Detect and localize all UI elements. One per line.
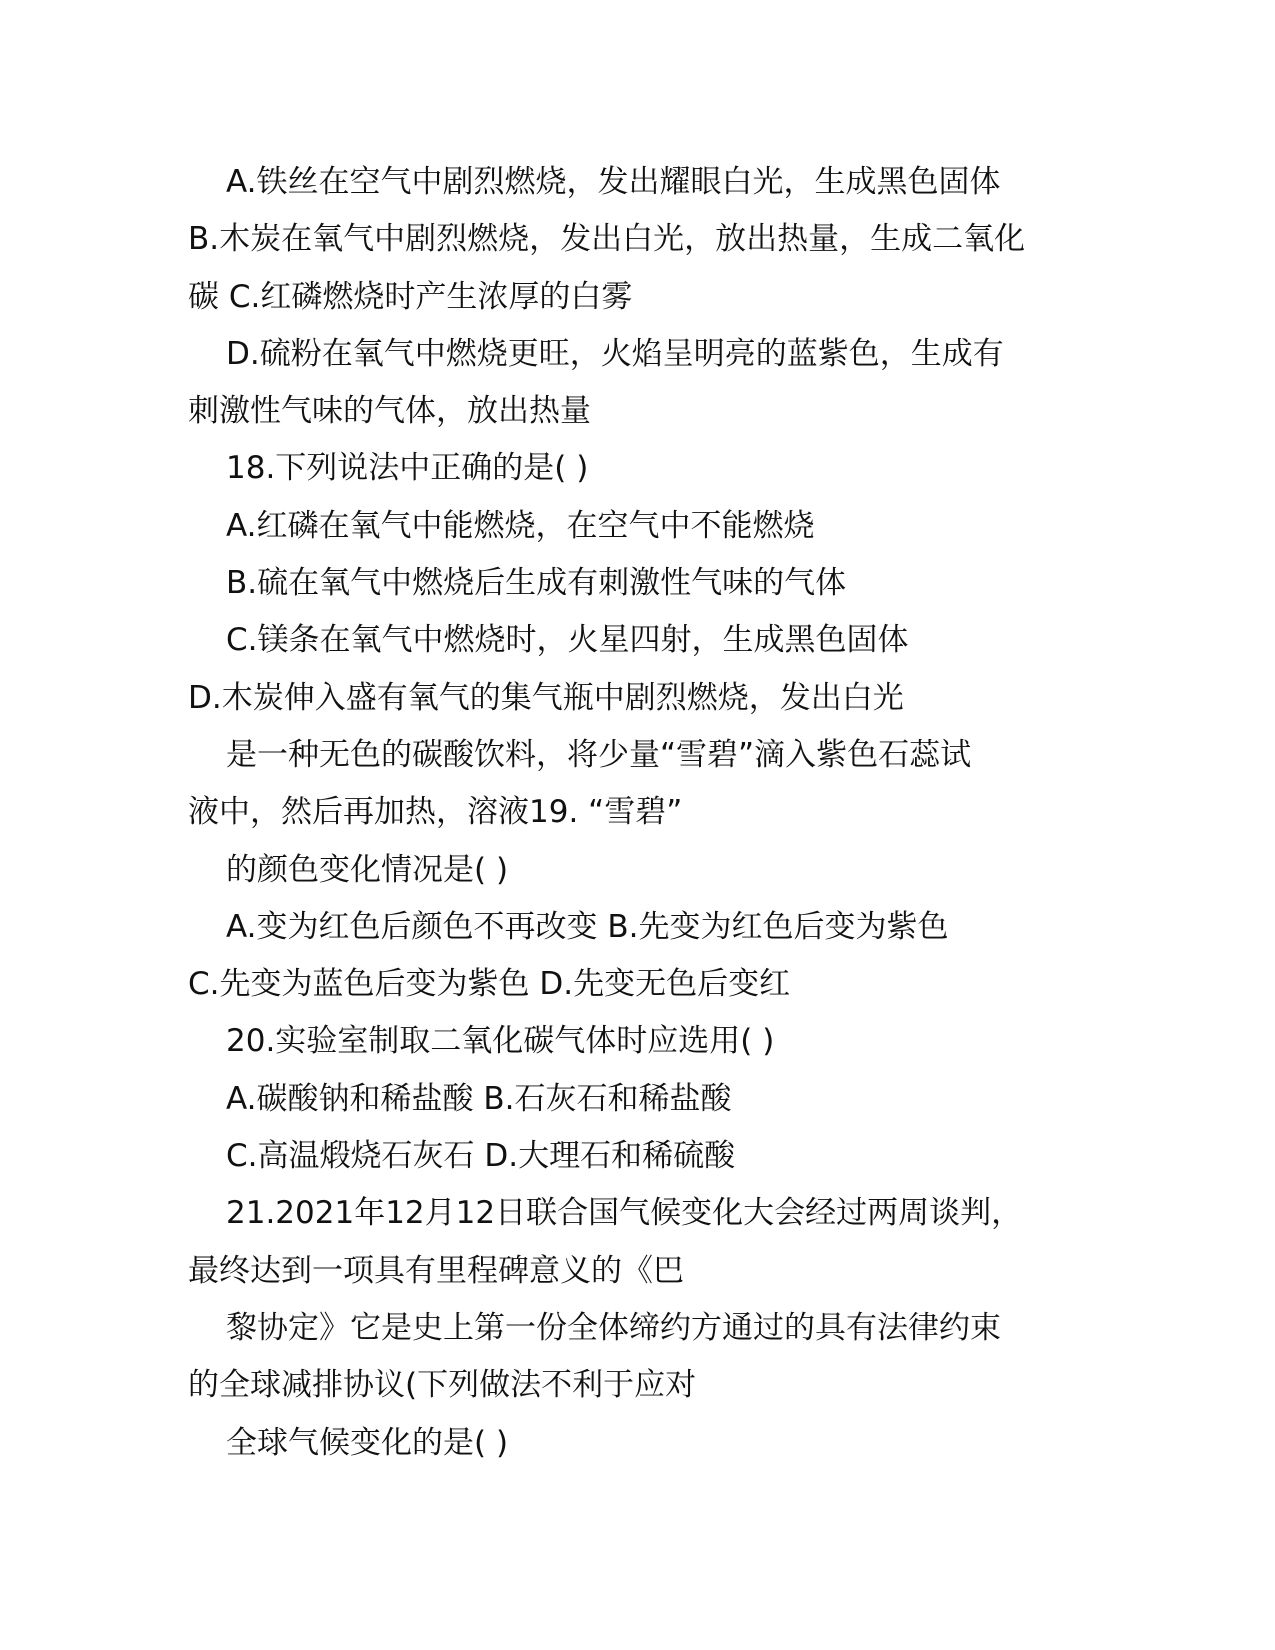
text-line: 的颜色变化情况是( ) — [226, 851, 509, 888]
question-21: 21.2021年12月12日联合国气候变化大会经过两周谈判， — [226, 1195, 1023, 1232]
text-line: A.红磷在氧气中能燃烧，在空气中不能燃烧 — [226, 507, 815, 544]
text-line: D.木炭伸入盛有氧气的集气瓶中剧烈燃烧，发出白光 — [188, 679, 904, 716]
text-line: D.硫粉在氧气中燃烧更旺，火焰呈明亮的蓝紫色，生成有 — [226, 335, 1004, 372]
text-line: A.变为红色后颜色不再改变 B.先变为红色后变为紫色 — [226, 908, 949, 945]
text-line: A.碳酸钠和稀盐酸 B.石灰石和稀盐酸 — [226, 1080, 732, 1117]
text-line: 碳 C.红磷燃烧时产生浓厚的白雾 — [188, 278, 633, 315]
text-line: C.先变为蓝色后变为紫色 D.先变无色后变红 — [188, 966, 791, 1003]
text-line: A.铁丝在空气中剧烈燃烧，发出耀眼白光，生成黑色固体 — [226, 164, 1001, 200]
text-line: 黎协定》它是史上第一份全体缔约方通过的具有法律约束 — [226, 1309, 1001, 1346]
text-line: 液中，然后再加热，溶液19. “雪碧” — [188, 794, 683, 831]
text-line: 刺激性气味的气体，放出热量 — [188, 393, 591, 430]
text-line: 的全球减排协议(下列做法不利于应对 — [188, 1367, 697, 1404]
text-line: 全球气候变化的是( ) — [226, 1424, 509, 1461]
question-19: 是一种无色的碳酸饮料，将少量“雪碧”滴入紫色石蕊试 — [226, 736, 972, 773]
text-line: C.高温煅烧石灰石 D.大理石和稀硫酸 — [226, 1138, 736, 1175]
text-line: B.硫在氧气中燃烧后生成有刺激性气味的气体 — [226, 565, 847, 602]
exam-text-block — [188, 154, 1088, 1472]
text-line: 最终达到一项具有里程碑意义的《巴 — [188, 1252, 684, 1289]
question-20: 20.实验室制取二氧化碳气体时应选用( ) — [226, 1023, 775, 1060]
question-18: 18.下列说法中正确的是( ) — [226, 450, 589, 487]
text-line: C.镁条在氧气中燃烧时，火星四射，生成黑色固体 — [226, 622, 909, 659]
text-line: B.木炭在氧气中剧烈燃烧，发出白光，放出热量，生成二氧化 — [188, 221, 1026, 258]
